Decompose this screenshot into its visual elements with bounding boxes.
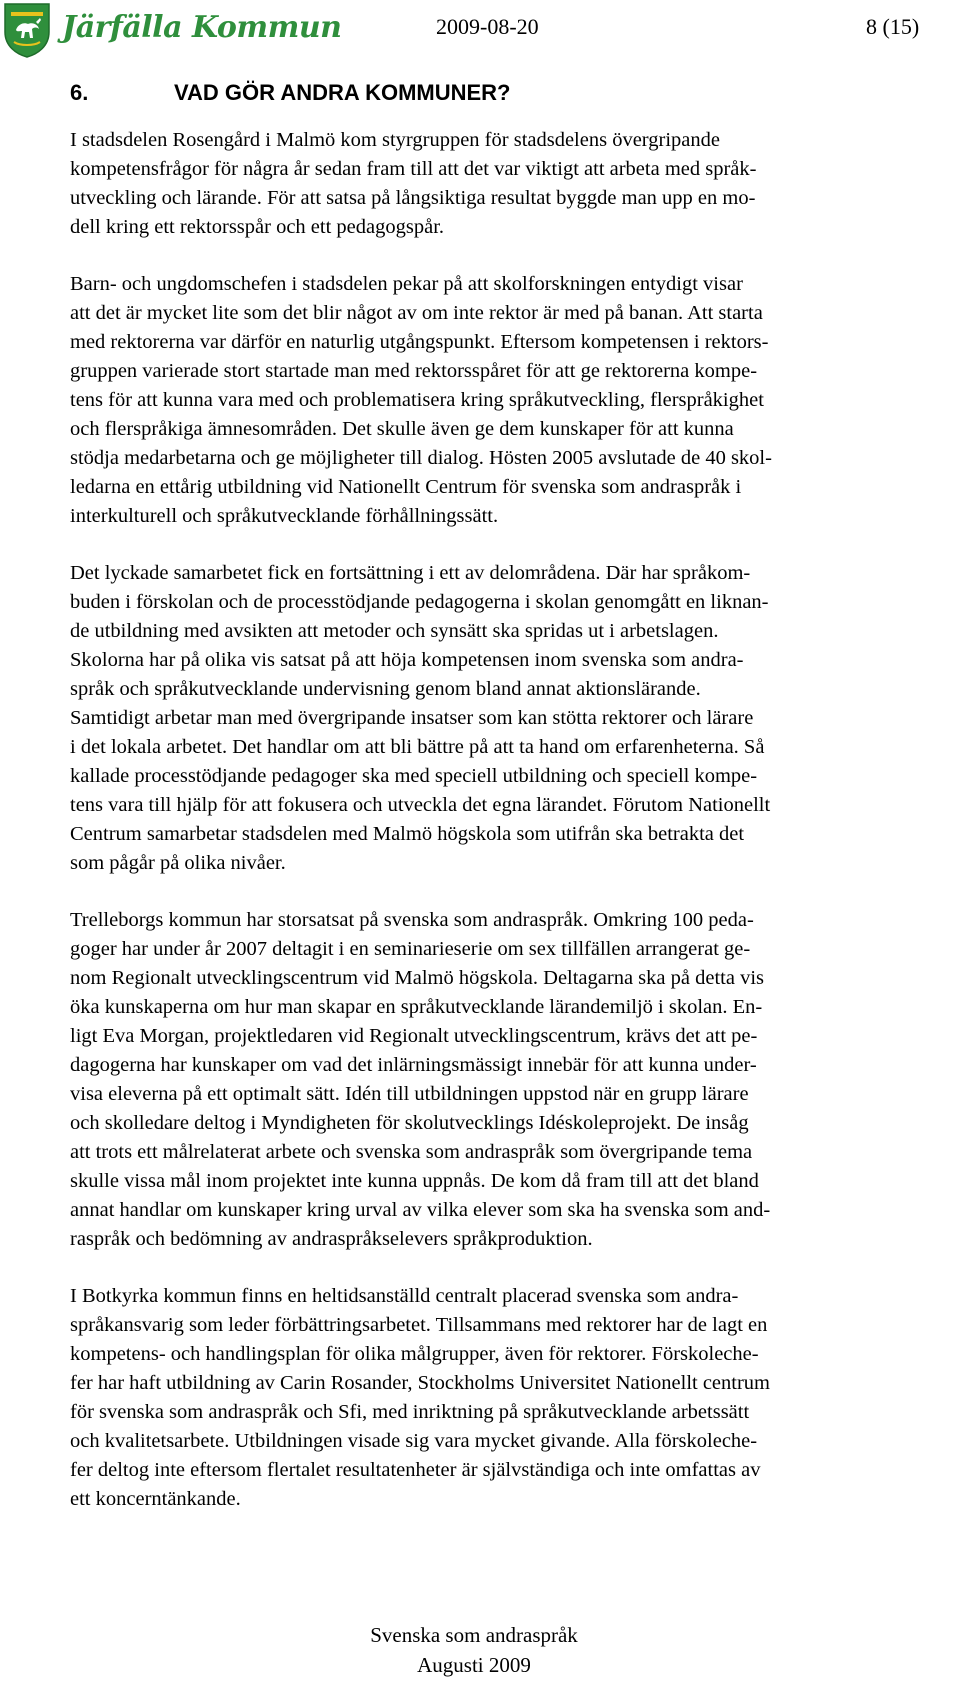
page-footer — [0, 1620, 960, 1680]
text-line: kompetens- och handlingsplan för olika målgrupper, även för rektorer. Förskoleche- — [70, 1343, 759, 1365]
text-line: stödja medarbetarna och ge möjligheter till dialog. Hösten 2005 avslutade de 40 skol- — [70, 447, 772, 469]
text-line: goger har under år 2007 deltagit i en seminarieserie om sex tillfällen arrangerat ge- — [70, 938, 751, 960]
text-line: nom Regionalt utvecklingscentrum vid Malmö högskola. Deltagarna ska på detta vis — [70, 967, 764, 989]
text-line: skulle vissa mål inom projektet inte kunna uppnås. De kom då fram till att det bland — [70, 1170, 759, 1192]
footer-date: Augusti 2009 — [417, 1653, 531, 1677]
text-line: de utbildning med avsikten att metoder och synsätt ska spridas ut i arbetslagen. — [70, 620, 719, 642]
paragraph — [70, 126, 918, 242]
text-line: fer har haft utbildning av Carin Rosander, Stockholms Universitet Nationellt centrum — [70, 1372, 771, 1394]
text-line: dell kring ett rektorsspår och ett pedagogspår. — [70, 216, 445, 238]
paragraph — [70, 1282, 918, 1514]
text-line: som pågår på olika nivåer. — [70, 852, 286, 874]
text-line: utveckling och lärande. För att satsa på långsiktiga resultat byggde man upp en mo- — [70, 187, 756, 209]
text-line: buden i förskolan och de processtödjande pedagogerna i skolan genomgått en liknan- — [70, 591, 769, 613]
text-line: med rektorerna var därför en naturlig utgångspunkt. Eftersom kompetensen i rektors- — [70, 331, 769, 353]
text-line: öka kunskaperna om hur man skapar en språkutvecklande lärandemiljö i skolan. En- — [70, 996, 763, 1018]
text-line: visa eleverna på ett optimalt sätt. Idén till utbildningen uppstod när en grupp lärare — [70, 1083, 749, 1105]
text-line: språk och språkutvecklande undervisning genom bland annat aktionslärande. — [70, 678, 701, 700]
municipality-logo-text: Järfälla Kommun — [62, 10, 342, 45]
text-line: raspråk och bedömning av andraspråkselevers språkproduktion. — [70, 1228, 593, 1250]
text-line: gruppen varierade stort startade man med rektorsspåret för att ge rektorerna kompe- — [70, 360, 758, 382]
text-line: i det lokala arbetet. Det handlar om att bli bättre på att ta hand om erfarenheterna. Så — [70, 736, 765, 758]
text-line: Centrum samarbetar stadsdelen med Malmö högskola som utifrån ska betrakta det — [70, 823, 745, 845]
text-line: tens vara till hjälp för att fokusera och utveckla det egna lärandet. Förutom Nationellt — [70, 794, 771, 816]
text-line: Samtidigt arbetar man med övergripande insatser som kan stötta rektorer och lärare — [70, 707, 754, 729]
text-line: kallade processtödjande pedagoger ska med speciell utbildning och speciell kompe- — [70, 765, 758, 787]
text-line: språkansvarig som leder förbättringsarbetet. Tillsammans med rektorer har de lagt en — [70, 1314, 768, 1336]
text-line: och flerspråkiga ämnesområden. Det skulle även ge dem kunskaper för att kunna — [70, 418, 734, 440]
footer-subject: Svenska som andraspråk — [370, 1623, 578, 1647]
paragraph — [70, 559, 918, 878]
section-title: VAD GÖR ANDRA KOMMUNER? — [174, 80, 511, 105]
page-header — [0, 0, 960, 62]
text-line: tens för att kunna vara med och problematisera kring språkutveckling, flerspråkighet — [70, 389, 764, 411]
text-line: kompetensfrågor för några år sedan fram till att det var viktigt att arbeta med språk- — [70, 158, 757, 180]
text-line: annat handlar om kunskaper kring urval av vilka elever som ska ha svenska som and- — [70, 1199, 771, 1221]
text-line: Det lyckade samarbetet fick en fortsättning i ett av delområdena. Där har språkom- — [70, 562, 751, 584]
text-line: Trelleborgs kommun har storsatsat på svenska som andraspråk. Omkring 100 peda- — [70, 909, 754, 931]
paragraph — [70, 270, 918, 531]
text-line: dagogerna har kunskaper om vad det inlärningsmässigt innebär för att kunna under- — [70, 1054, 757, 1076]
paragraph — [70, 906, 918, 1254]
page-number: 8 (15) — [866, 14, 920, 39]
text-line: Barn- och ungdomschefen i stadsdelen pekar på att skolforskningen entydigt visar — [70, 273, 743, 295]
text-line: att trots ett målrelaterat arbete och svenska som andraspråk som övergripande tema — [70, 1141, 753, 1163]
text-line: ligt Eva Morgan, projektledaren vid Regionalt utvecklingscentrum, krävs det att pe- — [70, 1025, 758, 1047]
text-line: I stadsdelen Rosengård i Malmö kom styrgruppen för stadsdelens övergripande — [70, 129, 720, 151]
text-line: ett koncerntänkande. — [70, 1488, 241, 1510]
text-line: interkulturell och språkutvecklande förhållningssätt. — [70, 505, 499, 527]
text-line: att det är mycket lite som det blir något av om inte rektor är med på banan. Att starta — [70, 302, 763, 324]
document-date: 2009-08-20 — [436, 14, 539, 39]
section-number: 6. — [70, 80, 89, 105]
text-line: ledarna en ettårig utbildning vid Nationellt Centrum för svenska som andraspråk i — [70, 476, 742, 498]
text-line: och skolledare deltog i Myndigheten för skolutvecklings Idéskoleprojekt. De insåg — [70, 1112, 749, 1134]
text-line: fer deltog inte eftersom flertalet resultatenheter är självständiga och inte omfattas av — [70, 1459, 761, 1481]
text-line: för svenska som andraspråk och Sfi, med inriktning på språkutvecklande arbetssätt — [70, 1401, 750, 1423]
body-text — [70, 126, 918, 1542]
text-line: I Botkyrka kommun finns en heltidsanställd centralt placerad svenska som andra- — [70, 1285, 739, 1307]
text-line: Skolorna har på olika vis satsat på att höja kompetensen inom svenska som andra- — [70, 649, 744, 671]
municipal-crest-icon — [2, 2, 52, 58]
text-line: och kvalitetsarbete. Utbildningen visade sig vara mycket givande. Alla förskoleche- — [70, 1430, 758, 1452]
section-heading — [70, 80, 511, 106]
